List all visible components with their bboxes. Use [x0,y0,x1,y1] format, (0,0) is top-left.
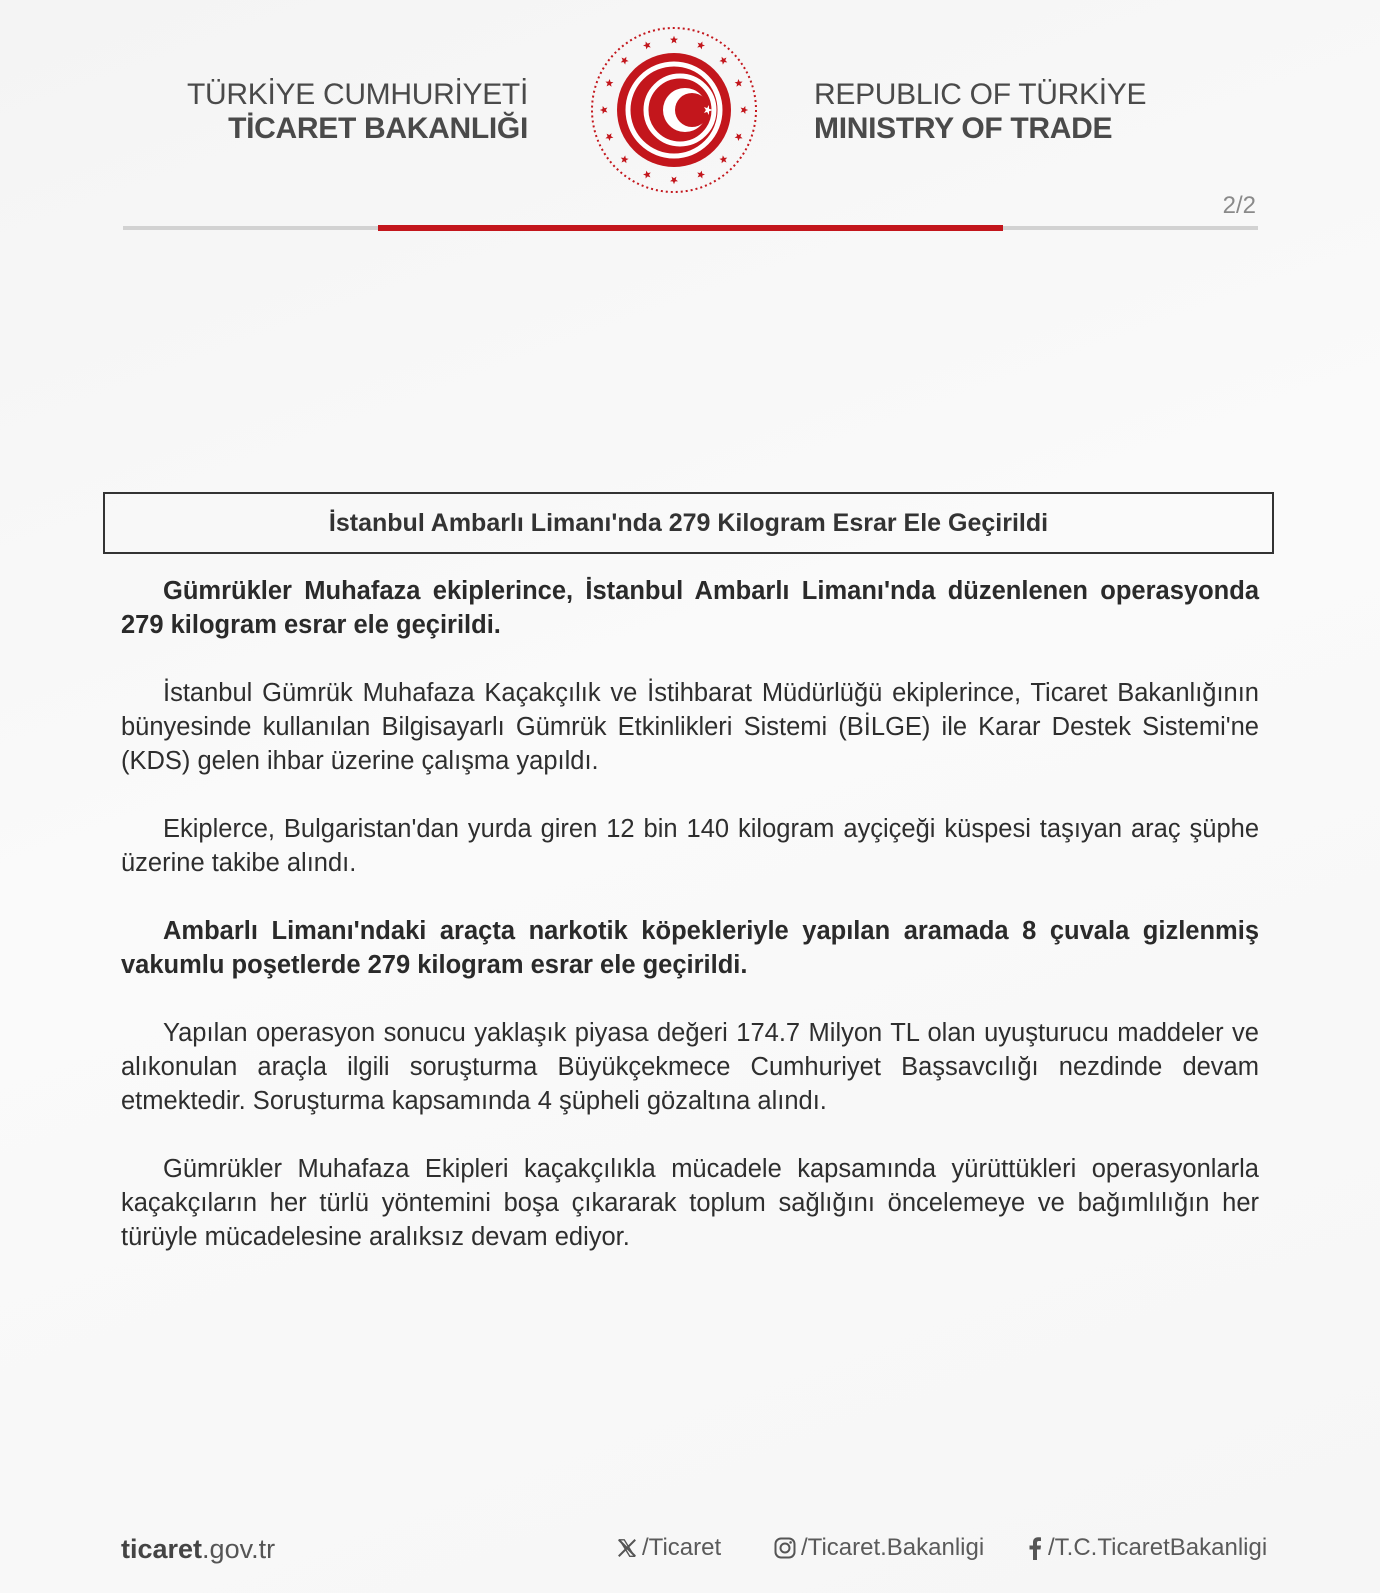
header-en-line2: MINISTRY OF TRADE [814,112,1113,145]
paragraph-2: İstanbul Gümrük Muhafaza Kaçakçılık ve İstihbarat Müdürlüğü ekiplerince, Ticaret Bakanlığının bünyesinde kullanılan Bilgisayarlı Gümrük Etkinlikleri Sistemi (BİLGE) ile Karar Destek Sistemi'ne (KDS) gelen ihbar üzerine çalışma yapıldı. [121,679,1259,775]
instagram-icon [773,1536,797,1560]
website-link-bold: ticaret [121,1534,203,1564]
header-en-line1: REPUBLIC OF TÜRKİYE [814,78,1147,111]
paragraph-4: Ambarlı Limanı'ndaki araçta narkotik köpekleriyle yapılan aramada 8 çuvala gizlenmiş vakumlu poşetlerde 279 kilogram esrar ele geçirildi. [121,917,1259,979]
website-link[interactable] [121,1534,275,1565]
document-title: İstanbul Ambarlı Limanı'nda 279 Kilogram Esrar Ele Geçirildi [103,492,1274,554]
x-handle: /Ticaret [642,1534,722,1561]
header-tr-line1: TÜRKİYE CUMHURİYETİ [187,78,528,111]
header-tr [187,78,528,146]
x-icon [616,1537,638,1559]
facebook-social-link[interactable] [1026,1534,1267,1562]
x-social-link[interactable] [616,1534,721,1562]
facebook-handle: /T.C.TicaretBakanligi [1048,1534,1268,1561]
website-link-domain: .gov.tr [202,1534,276,1564]
facebook-icon [1026,1536,1044,1560]
header-divider-accent [378,225,1003,231]
header-en [814,78,1146,146]
paragraph-3: Ekiplerce, Bulgaristan'dan yurda giren 12 bin 140 kilogram ayçiçeği küspesi taşıyan araç şüphe üzerine takibe alındı. [121,815,1259,877]
paragraph-1: Gümrükler Muhafaza ekiplerince, İstanbul Ambarlı Limanı'nda düzenlenen operasyonda 279 kilogram esrar ele geçirildi. [121,577,1259,639]
ministry-emblem-icon [589,25,759,195]
instagram-social-link[interactable] [773,1534,984,1562]
page-number: 2/2 [1222,192,1256,219]
document-body [121,574,1259,1288]
paragraph-5: Yapılan operasyon sonucu yaklaşık piyasa değeri 174.7 Milyon TL olan uyuşturucu maddeler ve alıkonulan araçla ilgili soruşturma Büyükçekmece Cumhuriyet Başsavcılığı nezdinde devam etmektedir. Soruşturma kapsamında 4 şüpheli gözaltına alındı. [121,1019,1259,1115]
instagram-handle: /Ticaret.Bakanligi [801,1534,985,1561]
header-tr-line2: TİCARET BAKANLIĞI [228,112,528,145]
paragraph-6: Gümrükler Muhafaza Ekipleri kaçakçılıkla mücadele kapsamında yürüttükleri operasyonlarla kaçakçıların her türlü yöntemini boşa çıkararak toplum sağlığını öncelemeye ve bağımlılığın her türüyle mücadelesine aralıksız devam ediyor. [121,1155,1259,1251]
